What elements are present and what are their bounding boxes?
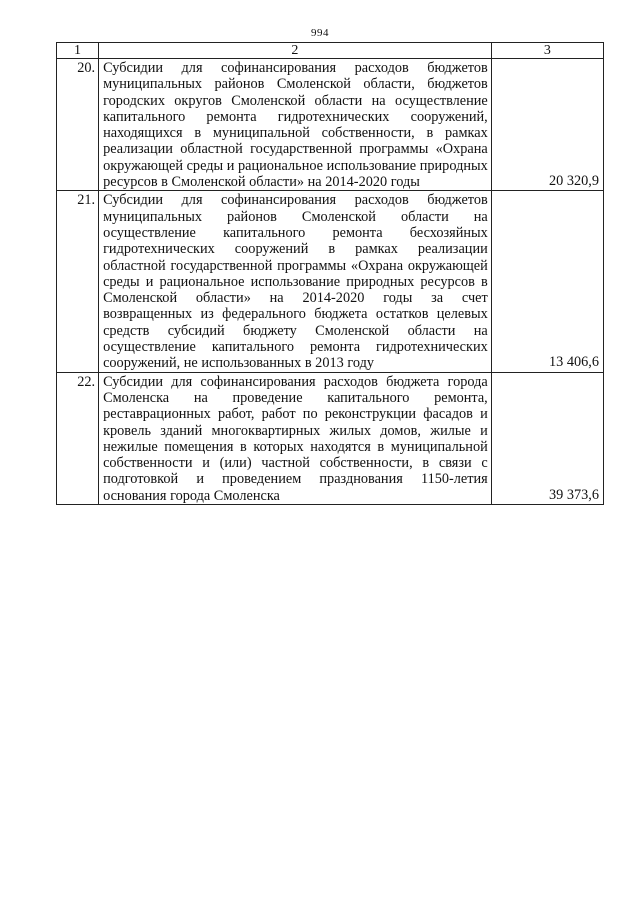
table-row: [57, 191, 604, 372]
row-description: Субсидии для софинансирования расходов бюджетов муниципальных районов Смоленской области на осуществление капитального ремонта бесхозяйных гидротехнических сооружений в рамках реализации областной государственной программы «Охрана окружающей среды и рациональное использование природных ресурсов в Смоленской области» на 2014-2020 годы за счет возвращенных из федерального бюджета остатков целевых средств субсидий бюджету Смоленской области на осуществление капитального ремонта гидротехнических сооружений, не использованных в 2013 году: [99, 191, 492, 372]
column-header-1: 1: [57, 43, 99, 59]
table-row: [57, 372, 604, 504]
table-row: [57, 59, 604, 191]
row-amount: 39 373,6: [491, 372, 603, 504]
budget-table: [56, 42, 604, 505]
row-amount: 13 406,6: [491, 191, 603, 372]
column-header-2: 2: [99, 43, 492, 59]
row-amount: 20 320,9: [491, 59, 603, 191]
row-number: 22.: [57, 372, 99, 504]
row-number: 21.: [57, 191, 99, 372]
row-description: Субсидии для софинансирования расходов бюджета города Смоленска на проведение капитального ремонта, реставрационных работ, работ по реконструкции фасадов и кровель зданий многоквартирных жилых домов, жилые и нежилые помещения в которых находятся в муниципальной собственности и (или) частной собственности, в связи с подготовкой и проведением празднования 1150-летия основания города Смоленска: [99, 372, 492, 504]
column-header-3: 3: [491, 43, 603, 59]
table-header-row: [57, 43, 604, 59]
row-number: 20.: [57, 59, 99, 191]
page-number: 994: [311, 27, 329, 39]
row-description: Субсидии для софинансирования расходов бюджетов муниципальных районов Смоленской области, бюджетов городских округов Смоленской области на осуществление капитального ремонта гидротехнических сооружений, находящихся в муниципальной собственности, в рамках реализации областной государственной программы «Охрана окружающей среды и рациональное использование природных ресурсов в Смоленской области» на 2014-2020 годы: [99, 59, 492, 191]
